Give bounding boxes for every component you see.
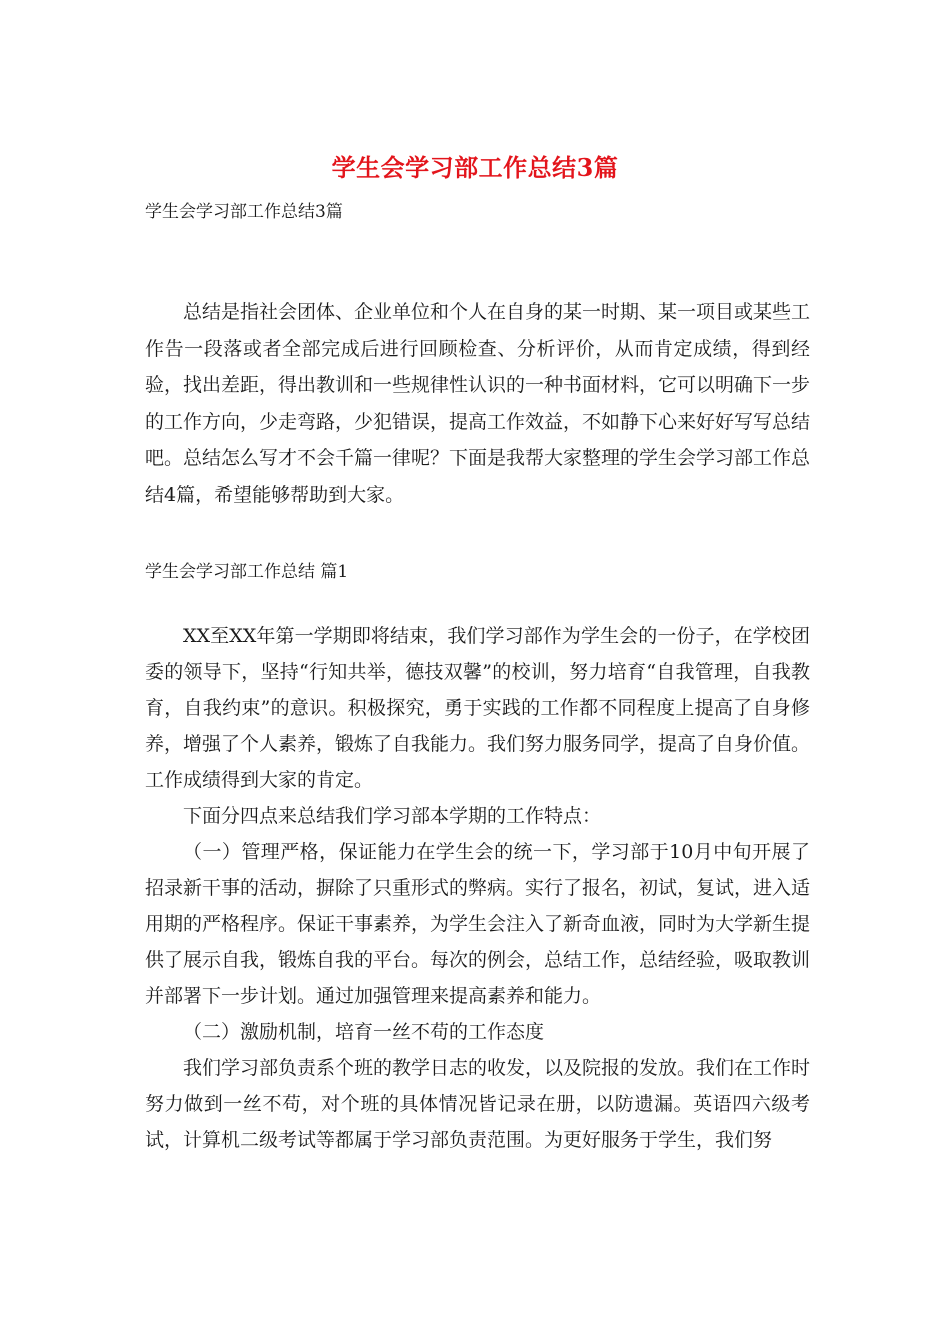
body-paragraph: （一）管理严格，保证能力在学生会的统一下，学习部于10月中旬开展了招录新干事的活动，摒除了只重形式的弊病。实行了报名，初试，复试，进入适用期的严格程序。保证干事素养，为学生会注入了新奇血液，同时为大学新生提供了展示自我，锻炼自我的平台。每次的例会，总结工作，总结经验，吸取教训并部署下一步计划。通过加强管理来提高素养和能力。 xyxy=(145,841,811,1007)
section-heading: 学生会学习部工作总结 篇1 xyxy=(145,562,349,582)
body-paragraph: XX至XX年第一学期即将结束，我们学习部作为学生会的一份子，在学校团委的领导下，坚持“行知共举，德技双馨”的校训，努力培育“自我管理，自我教育，自我约束”的意识。积极探究，勇于实践的工作都不同程度上提高了自身修养，增强了个人素养，锻炼了自我能力。我们努力服务同学，提高了自身价值。工作成绩得到大家的肯定。 xyxy=(145,625,811,791)
document-subtitle: 学生会学习部工作总结3篇 xyxy=(145,202,343,222)
body-paragraph: 下面分四点来总结我们学习部本学期的工作特点： xyxy=(183,805,602,827)
intro-block xyxy=(145,294,810,513)
document-title: 学生会学习部工作总结3篇 xyxy=(331,153,619,182)
body-paragraph: 我们学习部负责系个班的教学日志的收发，以及院报的发放。我们在工作时努力做到一丝不苟，对个班的具体情况皆记录在册，以防遗漏。英语四六级考试，计算机二级考试等都属于学习部负责范围。为更好服务于学生，我们努 xyxy=(145,1057,811,1151)
body-paragraph: （二）激励机制，培育一丝不苟的工作态度 xyxy=(183,1021,545,1043)
intro-paragraph: 总结是指社会团体、企业单位和个人在自身的某一时期、某一项目或某些工作告一段落或者全部完成后进行回顾检查、分析评价，从而肯定成绩，得到经验，找出差距，得出教训和一些规律性认识的一种书面材料，它可以明确下一步的工作方向，少走弯路，少犯错误，提高工作效益，不如静下心来好好写写总结吧。总结怎么写才不会千篇一律呢？下面是我帮大家整理的学生会学习部工作总结4篇，希望能够帮助到大家。 xyxy=(145,301,811,506)
section-body xyxy=(145,618,810,1158)
